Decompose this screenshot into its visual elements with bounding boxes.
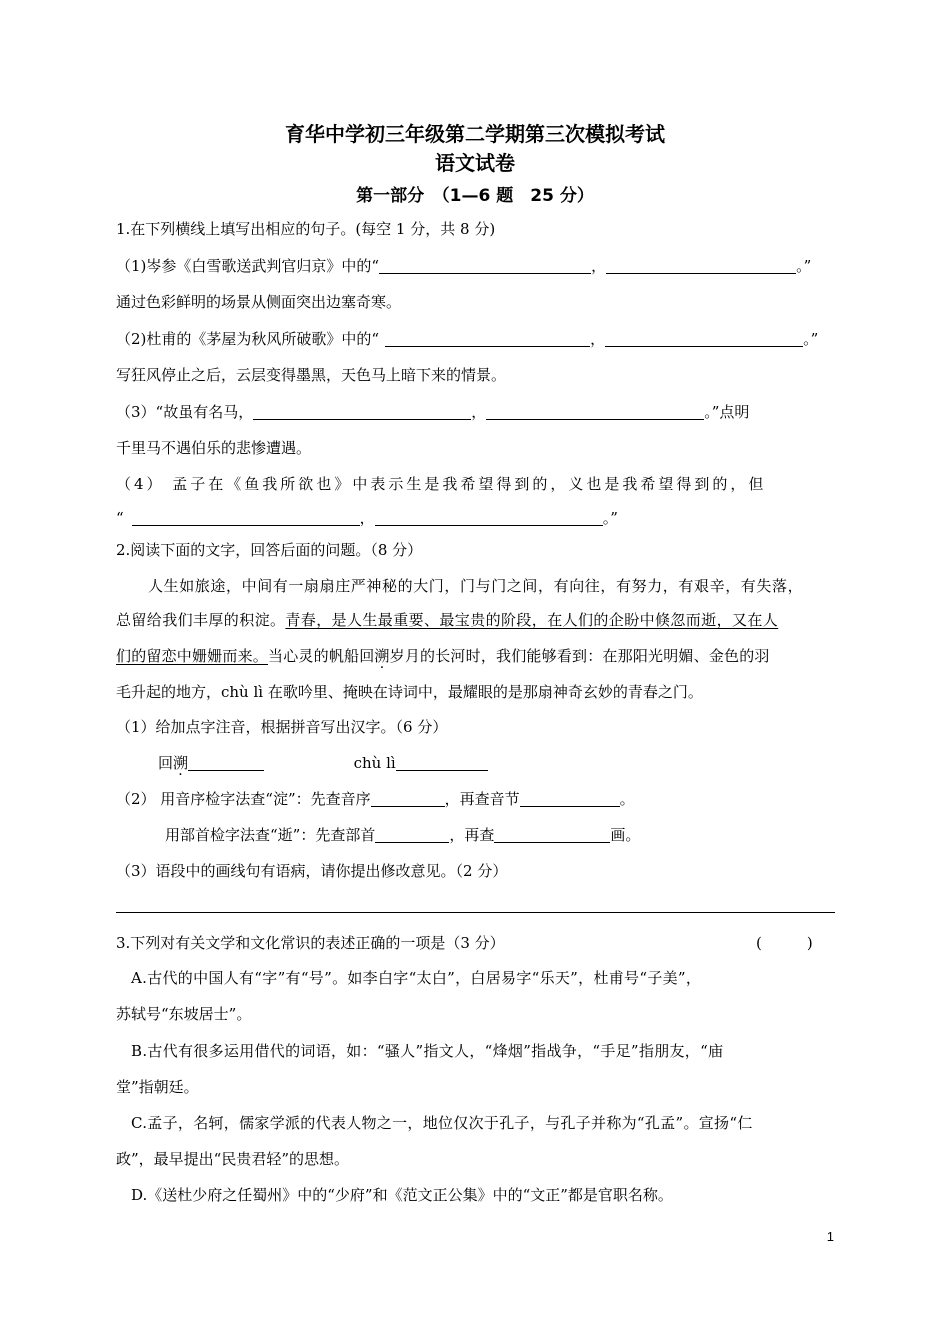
dotted-character: 溯 — [374, 647, 390, 665]
q3-option-b: B.古代有很多运用借代的词语，如：“骚人”指文人，“烽烟”指战争，“手足”指朋友，“庙 — [131, 1042, 724, 1060]
q3-option-c: C.孟子，名轲，儒家学派的代表人物之一，地位仅次于孔子，与孔子并称为“孔孟”。宣扬“仁 — [131, 1114, 753, 1132]
q2-stem: 2.阅读下面的文字，回答后面的问题。（8 分） — [116, 541, 423, 559]
answer-blank[interactable] — [385, 330, 590, 347]
answer-blank[interactable] — [132, 509, 360, 526]
q1-stem: 1.在下列横线上填写出相应的句子。(每空 1 分，共 8 分) — [116, 220, 496, 238]
answer-blank[interactable] — [253, 403, 471, 420]
section-heading: 第一部分 （1—6 题 25 分） — [356, 186, 594, 206]
answer-blank[interactable] — [375, 826, 449, 843]
q2-sub1-answers: 回溯 chù lì — [158, 754, 488, 772]
q1-part2: （2)杜甫的《茅屋为秋风所破歌》中的“ ， 。” — [116, 330, 819, 348]
answer-blank[interactable] — [371, 790, 445, 807]
q2-sub3: （3）语段中的画线句有语病，请你提出修改意见。（2 分） — [116, 862, 508, 880]
q1-part1: （1)岑参《白雪歌送武判官归京》中的“ ， 。” — [116, 257, 812, 275]
q2-passage-line3: 们的留恋中姗姗而来。当心灵的帆船回溯岁月的长河时，我们能够看到：在那阳光明媚、金色的羽 — [116, 647, 770, 665]
pinyin-blank[interactable] — [188, 754, 264, 771]
q3-answer-bracket[interactable]: ( ) — [756, 934, 813, 952]
q3-option-a-cont: 苏轼号“东坡居士”。 — [116, 1005, 252, 1023]
q1-part4-blanks: “ ， 。” — [116, 509, 618, 527]
q3-stem: 3.下列对有关文学和文化常识的表述正确的一项是（3 分） — [116, 934, 505, 952]
underlined-sentence-end: 们的留恋中姗姗而来。 — [116, 647, 269, 665]
q1-part2-desc: 写狂风停止之后，云层变得墨黑，天色马上暗下来的情景。 — [116, 366, 507, 384]
q2-passage-line4: 毛升起的地方，chù lì 在歌吟里、掩映在诗词中，最耀眼的是那扇神奇玄妙的青春之门。 — [116, 683, 703, 701]
answer-blank[interactable] — [606, 257, 796, 274]
underlined-sentence: 青春，是人生最重要、最宝贵的阶段，在人们的企盼中倏忽而逝，又在人 — [285, 611, 779, 629]
answer-blank[interactable] — [486, 403, 704, 420]
paper-subtitle: 语文试卷 — [435, 151, 515, 175]
q3-option-a: A.古代的中国人有“字”有“号”。如李白字“太白”，白居易字“乐天”，杜甫号“子美”， — [131, 969, 702, 987]
page-number: 1 — [826, 1229, 834, 1244]
hanzi-blank[interactable] — [396, 754, 488, 771]
answer-blank[interactable] — [520, 790, 620, 807]
q3-option-b-cont: 堂”指朝廷。 — [116, 1078, 199, 1096]
answer-blank[interactable] — [375, 509, 603, 526]
answer-line[interactable] — [116, 912, 835, 913]
dotted-character: 溯 — [173, 754, 189, 772]
q1-part3-desc: 千里马不遇伯乐的悲惨遭遇。 — [116, 439, 312, 457]
q2-sub2-line2: 用部首检字法查“逝”：先查部首 ，再查 画。 — [165, 826, 641, 844]
answer-blank[interactable] — [379, 257, 591, 274]
exam-title: 育华中学初三年级第二学期第三次模拟考试 — [285, 122, 665, 146]
q1-part1-desc: 通过色彩鲜明的场景从侧面突出边塞奇寒。 — [116, 293, 402, 311]
q2-passage-line1: 人生如旅途，中间有一扇扇庄严神秘的大门，门与门之间，有向往，有努力，有艰辛，有失落， — [148, 577, 804, 595]
q3-option-c-cont: 政”，最早提出“民贵君轻”的思想。 — [116, 1150, 350, 1168]
q2-sub1: （1）给加点字注音，根据拼音写出汉字。（6 分） — [116, 718, 448, 736]
q1-part4: （4） 孟子在《鱼我所欲也》中表示生是我希望得到的，义也是我希望得到的，但 — [116, 475, 767, 493]
q1-part3: （3）“故虽有名马， ， 。”点明 — [116, 403, 750, 421]
q2-passage-line2: 总留给我们丰厚的积淀。青春，是人生最重要、最宝贵的阶段，在人们的企盼中倏忽而逝，又在人 — [116, 611, 779, 629]
q3-option-d: D.《送杜少府之任蜀州》中的“少府”和《范文正公集》中的“文正”都是官职名称。 — [131, 1186, 673, 1204]
q2-sub2-line1: （2） 用音序检字法查“淀”：先查音序 ，再查音节 。 — [116, 790, 635, 808]
answer-blank[interactable] — [605, 330, 803, 347]
answer-blank[interactable] — [494, 826, 610, 843]
